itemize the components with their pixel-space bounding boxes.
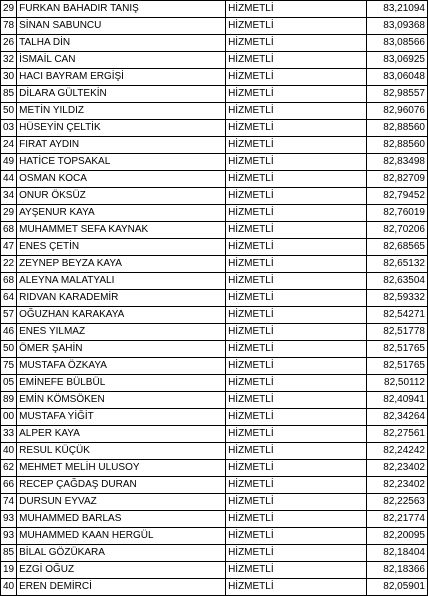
row-status-cell: HİZMETLİ (226, 358, 367, 375)
table-row (1, 375, 428, 392)
row-id-cell: 34 (1, 188, 17, 205)
table-row (1, 205, 428, 222)
row-id-cell: 40 (1, 579, 17, 596)
row-name-cell: İSMAİL CAN (17, 52, 226, 69)
row-status-cell: HİZMETLİ (226, 579, 367, 596)
row-score-cell: 82,83498 (366, 154, 427, 171)
table-row (1, 426, 428, 443)
row-name-cell: EREN DEMİRCİ (17, 579, 226, 596)
row-id-cell: 44 (1, 171, 17, 188)
table-row (1, 273, 428, 290)
row-id-cell: 19 (1, 562, 17, 579)
row-score-cell: 82,18366 (366, 562, 427, 579)
row-name-cell: MUHAMMED BARLAS (17, 511, 226, 528)
row-id-cell: 40 (1, 443, 17, 460)
table-row (1, 545, 428, 562)
row-name-cell: DURSUN EYVAZ (17, 494, 226, 511)
row-id-cell: 05 (1, 375, 17, 392)
row-id-cell: 68 (1, 222, 17, 239)
row-name-cell: ENES YILMAZ (17, 324, 226, 341)
row-status-cell: HİZMETLİ (226, 137, 367, 154)
table-row (1, 409, 428, 426)
table-row (1, 239, 428, 256)
table-row (1, 324, 428, 341)
table-row (1, 137, 428, 154)
row-score-cell: 82,70206 (366, 222, 427, 239)
row-name-cell: MEHMET MELİH ULUSOY (17, 460, 226, 477)
row-status-cell: HİZMETLİ (226, 18, 367, 35)
row-id-cell: 32 (1, 52, 17, 69)
row-score-cell: 82,98557 (366, 86, 427, 103)
table-row (1, 290, 428, 307)
row-name-cell: AYŞENUR KAYA (17, 205, 226, 222)
row-name-cell: ÖMER ŞAHİN (17, 341, 226, 358)
row-name-cell: HÜSEYİN ÇELTİK (17, 120, 226, 137)
row-id-cell: 93 (1, 528, 17, 545)
row-id-cell: 29 (1, 1, 17, 18)
row-status-cell: HİZMETLİ (226, 409, 367, 426)
row-name-cell: OĞUZHAN KARAKAYA (17, 307, 226, 324)
row-id-cell: 64 (1, 290, 17, 307)
table-row (1, 562, 428, 579)
row-status-cell: HİZMETLİ (226, 69, 367, 86)
row-id-cell: 50 (1, 103, 17, 120)
row-score-cell: 83,06925 (366, 52, 427, 69)
row-score-cell: 82,05901 (366, 579, 427, 596)
row-score-cell: 82,40941 (366, 392, 427, 409)
row-name-cell: SİNAN SABUNCU (17, 18, 226, 35)
table-row (1, 86, 428, 103)
row-score-cell: 82,54271 (366, 307, 427, 324)
row-name-cell: MUHAMMED KAAN HERGÜL (17, 528, 226, 545)
row-id-cell: 33 (1, 426, 17, 443)
row-status-cell: HİZMETLİ (226, 528, 367, 545)
row-name-cell: MUSTAFA ÖZKAYA (17, 358, 226, 375)
row-id-cell: 47 (1, 239, 17, 256)
row-score-cell: 82,65132 (366, 256, 427, 273)
row-status-cell: HİZMETLİ (226, 341, 367, 358)
row-score-cell: 82,51765 (366, 341, 427, 358)
row-name-cell: RESUL KÜÇÜK (17, 443, 226, 460)
row-score-cell: 82,24242 (366, 443, 427, 460)
row-status-cell: HİZMETLİ (226, 494, 367, 511)
row-name-cell: HACI BAYRAM ERGİŞİ (17, 69, 226, 86)
row-status-cell: HİZMETLİ (226, 103, 367, 120)
row-status-cell: HİZMETLİ (226, 86, 367, 103)
table-row (1, 528, 428, 545)
row-score-cell: 82,76019 (366, 205, 427, 222)
row-status-cell: HİZMETLİ (226, 562, 367, 579)
table-row (1, 460, 428, 477)
row-score-cell: 82,88560 (366, 120, 427, 137)
row-status-cell: HİZMETLİ (226, 154, 367, 171)
table-row (1, 443, 428, 460)
row-status-cell: HİZMETLİ (226, 324, 367, 341)
table-row (1, 307, 428, 324)
row-status-cell: HİZMETLİ (226, 375, 367, 392)
table-row (1, 1, 428, 18)
row-name-cell: ALPER KAYA (17, 426, 226, 443)
row-id-cell: 03 (1, 120, 17, 137)
table-row (1, 103, 428, 120)
row-name-cell: MUHAMMET SEFA KAYNAK (17, 222, 226, 239)
row-score-cell: 82,34264 (366, 409, 427, 426)
row-status-cell: HİZMETLİ (226, 273, 367, 290)
row-score-cell: 82,23402 (366, 460, 427, 477)
row-score-cell: 83,09368 (366, 18, 427, 35)
table-row (1, 171, 428, 188)
row-id-cell: 50 (1, 341, 17, 358)
row-id-cell: 78 (1, 18, 17, 35)
row-status-cell: HİZMETLİ (226, 426, 367, 443)
row-score-cell: 82,22563 (366, 494, 427, 511)
row-id-cell: 00 (1, 409, 17, 426)
table-row (1, 579, 428, 596)
row-status-cell: HİZMETLİ (226, 188, 367, 205)
row-status-cell: HİZMETLİ (226, 443, 367, 460)
table-row (1, 35, 428, 52)
row-status-cell: HİZMETLİ (226, 205, 367, 222)
table-row (1, 392, 428, 409)
row-id-cell: 26 (1, 35, 17, 52)
row-id-cell: 57 (1, 307, 17, 324)
row-status-cell: HİZMETLİ (226, 545, 367, 562)
row-name-cell: ZEYNEP BEYZA KAYA (17, 256, 226, 273)
row-score-cell: 82,79452 (366, 188, 427, 205)
row-status-cell: HİZMETLİ (226, 290, 367, 307)
row-name-cell: ENES ÇETİN (17, 239, 226, 256)
row-id-cell: 62 (1, 460, 17, 477)
row-score-cell: 82,51778 (366, 324, 427, 341)
row-id-cell: 30 (1, 69, 17, 86)
row-status-cell: HİZMETLİ (226, 35, 367, 52)
row-score-cell: 82,59332 (366, 290, 427, 307)
row-name-cell: BİLAL GÖZÜKARA (17, 545, 226, 562)
table-row (1, 256, 428, 273)
row-name-cell: TALHA DİN (17, 35, 226, 52)
results-table-body (1, 1, 428, 596)
row-status-cell: HİZMETLİ (226, 52, 367, 69)
row-status-cell: HİZMETLİ (226, 511, 367, 528)
table-row (1, 18, 428, 35)
row-status-cell: HİZMETLİ (226, 1, 367, 18)
row-id-cell: 93 (1, 511, 17, 528)
row-status-cell: HİZMETLİ (226, 120, 367, 137)
table-row (1, 494, 428, 511)
row-name-cell: ALEYNA MALATYALI (17, 273, 226, 290)
row-id-cell: 46 (1, 324, 17, 341)
table-row (1, 477, 428, 494)
row-score-cell: 82,21774 (366, 511, 427, 528)
row-score-cell: 82,88560 (366, 137, 427, 154)
row-score-cell: 82,27561 (366, 426, 427, 443)
row-status-cell: HİZMETLİ (226, 392, 367, 409)
table-row (1, 511, 428, 528)
row-id-cell: 74 (1, 494, 17, 511)
row-name-cell: DİLARA GÜLTEKİN (17, 86, 226, 103)
row-id-cell: 85 (1, 86, 17, 103)
row-id-cell: 66 (1, 477, 17, 494)
row-score-cell: 82,20095 (366, 528, 427, 545)
row-name-cell: HATİCE TOPSAKAL (17, 154, 226, 171)
row-status-cell: HİZMETLİ (226, 307, 367, 324)
row-score-cell: 82,51765 (366, 358, 427, 375)
table-row (1, 358, 428, 375)
row-score-cell: 82,18404 (366, 545, 427, 562)
row-id-cell: 29 (1, 205, 17, 222)
row-status-cell: HİZMETLİ (226, 460, 367, 477)
row-score-cell: 83,06048 (366, 69, 427, 86)
row-id-cell: 85 (1, 545, 17, 562)
row-name-cell: OSMAN KOCA (17, 171, 226, 188)
row-id-cell: 89 (1, 392, 17, 409)
row-name-cell: FIRAT AYDIN (17, 137, 226, 154)
table-row (1, 154, 428, 171)
row-score-cell: 83,08566 (366, 35, 427, 52)
row-status-cell: HİZMETLİ (226, 239, 367, 256)
row-name-cell: METİN YILDIZ (17, 103, 226, 120)
row-id-cell: 24 (1, 137, 17, 154)
row-status-cell: HİZMETLİ (226, 256, 367, 273)
row-id-cell: 22 (1, 256, 17, 273)
row-name-cell: EMİN KÖMSÖKEN (17, 392, 226, 409)
row-name-cell: FURKAN BAHADIR TANIŞ (17, 1, 226, 18)
row-score-cell: 83,21094 (366, 1, 427, 18)
row-score-cell: 82,82709 (366, 171, 427, 188)
row-status-cell: HİZMETLİ (226, 222, 367, 239)
row-id-cell: 75 (1, 358, 17, 375)
row-status-cell: HİZMETLİ (226, 477, 367, 494)
row-id-cell: 68 (1, 273, 17, 290)
row-status-cell: HİZMETLİ (226, 171, 367, 188)
table-row (1, 188, 428, 205)
row-name-cell: ONUR ÖKSÜZ (17, 188, 226, 205)
row-name-cell: EZGİ OĞUZ (17, 562, 226, 579)
table-row (1, 120, 428, 137)
table-row (1, 341, 428, 358)
row-score-cell: 82,63504 (366, 273, 427, 290)
row-score-cell: 82,50112 (366, 375, 427, 392)
row-score-cell: 82,23402 (366, 477, 427, 494)
row-name-cell: EMİNEFE BÜLBÜL (17, 375, 226, 392)
row-score-cell: 82,68565 (366, 239, 427, 256)
row-score-cell: 82,96076 (366, 103, 427, 120)
row-id-cell: 49 (1, 154, 17, 171)
row-name-cell: MUSTAFA YİĞİT (17, 409, 226, 426)
row-name-cell: RECEP ÇAĞDAŞ DURAN (17, 477, 226, 494)
row-name-cell: RIDVAN KARADEMİR (17, 290, 226, 307)
table-row (1, 222, 428, 239)
table-row (1, 69, 428, 86)
table-row (1, 52, 428, 69)
